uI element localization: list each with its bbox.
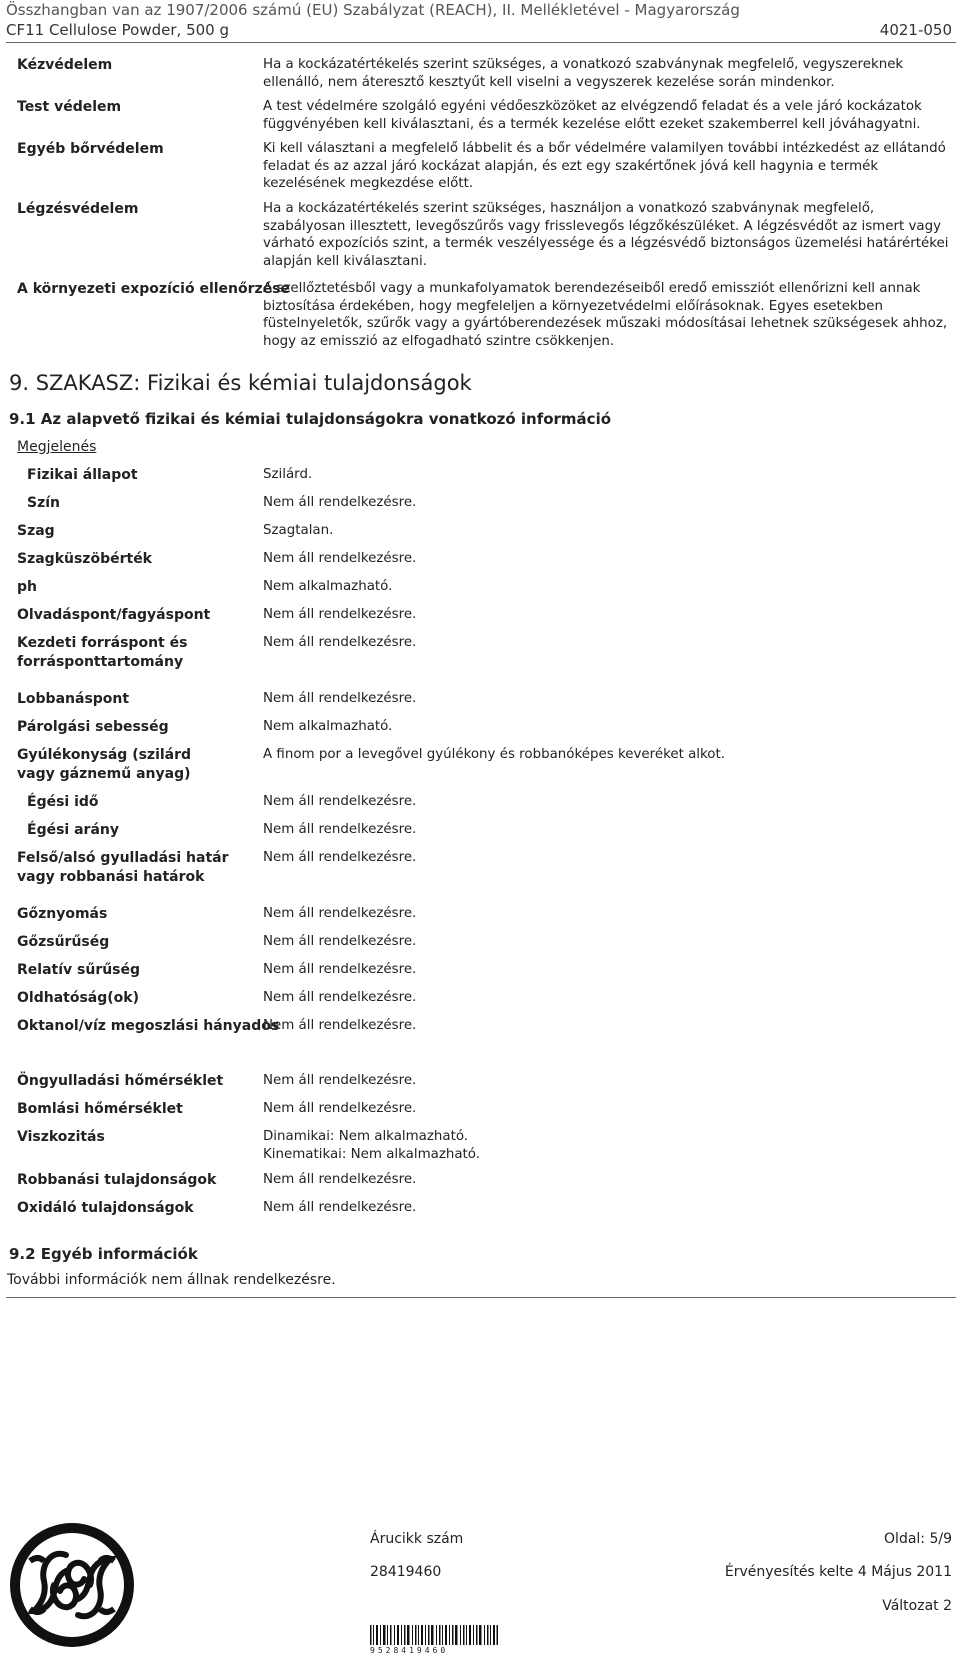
section-9-title: 9. SZAKASZ: Fizikai és kémiai tulajdonságok: [9, 371, 472, 395]
prop-label: Oktanol/víz megoszlási hányados: [17, 1018, 280, 1034]
prop-label: Felső/alsó gyulladási határ vagy robbanási határok: [17, 850, 229, 885]
other-info-text: További információk nem állnak rendelkezésre.: [7, 1272, 336, 1288]
prop-label: Robbanási tulajdonságok: [17, 1172, 217, 1188]
prop-value: Nem áll rendelkezésre.: [263, 962, 417, 977]
prop-label: Bomlási hőmérséklet: [17, 1101, 183, 1117]
prop-label: Párolgási sebesség: [17, 719, 169, 735]
prop-value-2: Kinematikai: Nem alkalmazható.: [263, 1147, 481, 1162]
prop-label: Gőzsűrűség: [17, 934, 110, 950]
ppe-label-body: Test védelem: [17, 99, 122, 115]
prop-value: Nem áll rendelkezésre.: [263, 1018, 417, 1033]
prop-value: Nem áll rendelkezésre.: [263, 906, 417, 921]
prop-value: Nem áll rendelkezésre.: [263, 990, 417, 1005]
prop-label: Oxidáló tulajdonságok: [17, 1200, 194, 1216]
ppe-label-skin: Egyéb bőrvédelem: [17, 141, 164, 157]
prop-value: A finom por a levegővel gyúlékony és robbanóképes keveréket alkot.: [263, 747, 726, 762]
prop-value: Nem áll rendelkezésre.: [263, 1101, 417, 1116]
prop-value: Nem áll rendelkezésre.: [263, 794, 417, 809]
barcode-digits: 9528419460: [370, 1646, 449, 1655]
prop-label: Gőznyomás: [17, 906, 108, 922]
prop-value: Nem áll rendelkezésre.: [263, 691, 417, 706]
ge-logo: [8, 1521, 136, 1649]
prop-label: Égési idő: [27, 794, 99, 810]
barcode-graphic: [370, 1625, 498, 1645]
prop-value: Nem áll rendelkezésre.: [263, 635, 417, 650]
prop-label: Lobbanáspont: [17, 691, 130, 707]
ppe-text-skin: Ki kell választani a megfelelő lábbelit és a bőr védelmére valamilyen további intézkedést az ellátandó feladat és az azzal járó kockázat alapján, és ezt egy szakértőnek jóvá kell hagynia e termék kezelésének megkezdése előtt.: [263, 141, 946, 192]
prop-label: Szagküszöbérték: [17, 551, 152, 567]
prop-value: Nem áll rendelkezésre.: [263, 1073, 417, 1088]
version: Változat 2: [882, 1598, 952, 1614]
prop-label: Olvadáspont/fagyáspont: [17, 607, 211, 623]
subsection-9-1-title: 9.1 Az alapvető fizikai és kémiai tulajdonságokra vonatkozó információ: [9, 410, 612, 428]
prop-label: Égési arány: [27, 822, 119, 838]
prop-value: Nem áll rendelkezésre.: [263, 551, 417, 566]
prop-label: Öngyulladási hőmérséklet: [17, 1073, 224, 1089]
item-number-label: Árucikk szám: [370, 1531, 464, 1547]
prop-value: Nem áll rendelkezésre.: [263, 850, 417, 865]
prop-label: Kezdeti forráspont és forrásponttartomány: [17, 635, 188, 670]
ppe-label-respiratory: Légzésvédelem: [17, 201, 139, 217]
prop-label: Szín: [27, 495, 60, 511]
prop-label: ph: [17, 579, 37, 595]
prop-value: Nem alkalmazható.: [263, 719, 393, 734]
validity-date: Érvényesítés kelte 4 Május 2011: [724, 1564, 952, 1580]
prop-label: Relatív sűrűség: [17, 962, 141, 978]
section-end-divider: [6, 1297, 956, 1298]
prop-value: Nem áll rendelkezésre.: [263, 607, 417, 622]
prop-value: Nem áll rendelkezésre.: [263, 934, 417, 949]
ppe-text-body: A test védelmére szolgáló egyéni védőeszközöket az elvégzendő feladat és a vele járó kockázatok függvényében kell kiválasztani, és a termék kezelése előtt ezeket szakemberrel kell jóváhagyatni.: [263, 99, 922, 132]
prop-label: Szag: [17, 523, 55, 539]
page-number: Oldal: 5/9: [884, 1531, 952, 1547]
prop-value: Nem áll rendelkezésre.: [263, 495, 417, 510]
prop-label: Viszkozitás: [17, 1129, 105, 1145]
prop-label: Oldhatóság(ok): [17, 990, 139, 1006]
subsection-9-2-title: 9.2 Egyéb információk: [9, 1245, 198, 1263]
prop-value: Szilárd.: [263, 467, 313, 482]
prop-value: Nem áll rendelkezésre.: [263, 822, 417, 837]
product-code: 4021-050: [879, 21, 952, 39]
header-divider: [6, 42, 956, 43]
regulation-header: Összhangban van az 1907/2006 számú (EU) Szabályzat (REACH), II. Mellékletével - Magyarország: [6, 1, 740, 19]
product-name: CF11 Cellulose Powder, 500 g: [6, 21, 229, 39]
ppe-text-respiratory: Ha a kockázatértékelés szerint szükséges, használjon a vonatkozó szabványnak megfelelő, szabályosan illesztett, levegőszűrős vagy frisslevegős légzőkészüléket. A légzésvédőt az ismert vagy várható expozíciós szint, a termék veszélyessége és a légzésvédő biztonságos üzemelési határértékei alapján kell kiválasztani.: [263, 201, 949, 269]
prop-value: Dinamikai: Nem alkalmazható.: [263, 1129, 469, 1144]
item-number: 28419460: [370, 1564, 442, 1580]
ppe-label-hand: Kézvédelem: [17, 57, 113, 73]
prop-label: Fizikai állapot: [27, 467, 138, 483]
ppe-label-environment: A környezeti expozíció ellenőrzése: [17, 281, 291, 297]
prop-value: Nem alkalmazható.: [263, 579, 393, 594]
prop-value: Nem áll rendelkezésre.: [263, 1200, 417, 1215]
ppe-text-environment: A szellőztetésből vagy a munkafolyamatok berendezéseiből eredő emissziót ellenőrizni kell annak biztosítása érdekében, hogy megfeleljen a környezetvédelmi előírásoknak. Egyes esetekben füstelnyeletők, szűrők vagy a gyártóberendezések műszaki módosításai lehetnek szükségesek ahhoz, hogy az emisszió az elfogadható szintre csökkenjen.: [263, 281, 948, 349]
ppe-text-hand: Ha a kockázatértékelés szerint szükséges, a vonatkozó szabványnak megfelelő, vegyszereknek ellenálló, nem áteresztő kesztyűt kell viselni a vegyszerek kezelése során mindenkor.: [263, 57, 904, 90]
prop-label: Gyúlékonyság (szilárd vagy gáznemű anyag): [17, 747, 192, 782]
prop-value: Nem áll rendelkezésre.: [263, 1172, 417, 1187]
prop-value: Szagtalan.: [263, 523, 334, 538]
appearance-heading: Megjelenés: [17, 439, 97, 455]
